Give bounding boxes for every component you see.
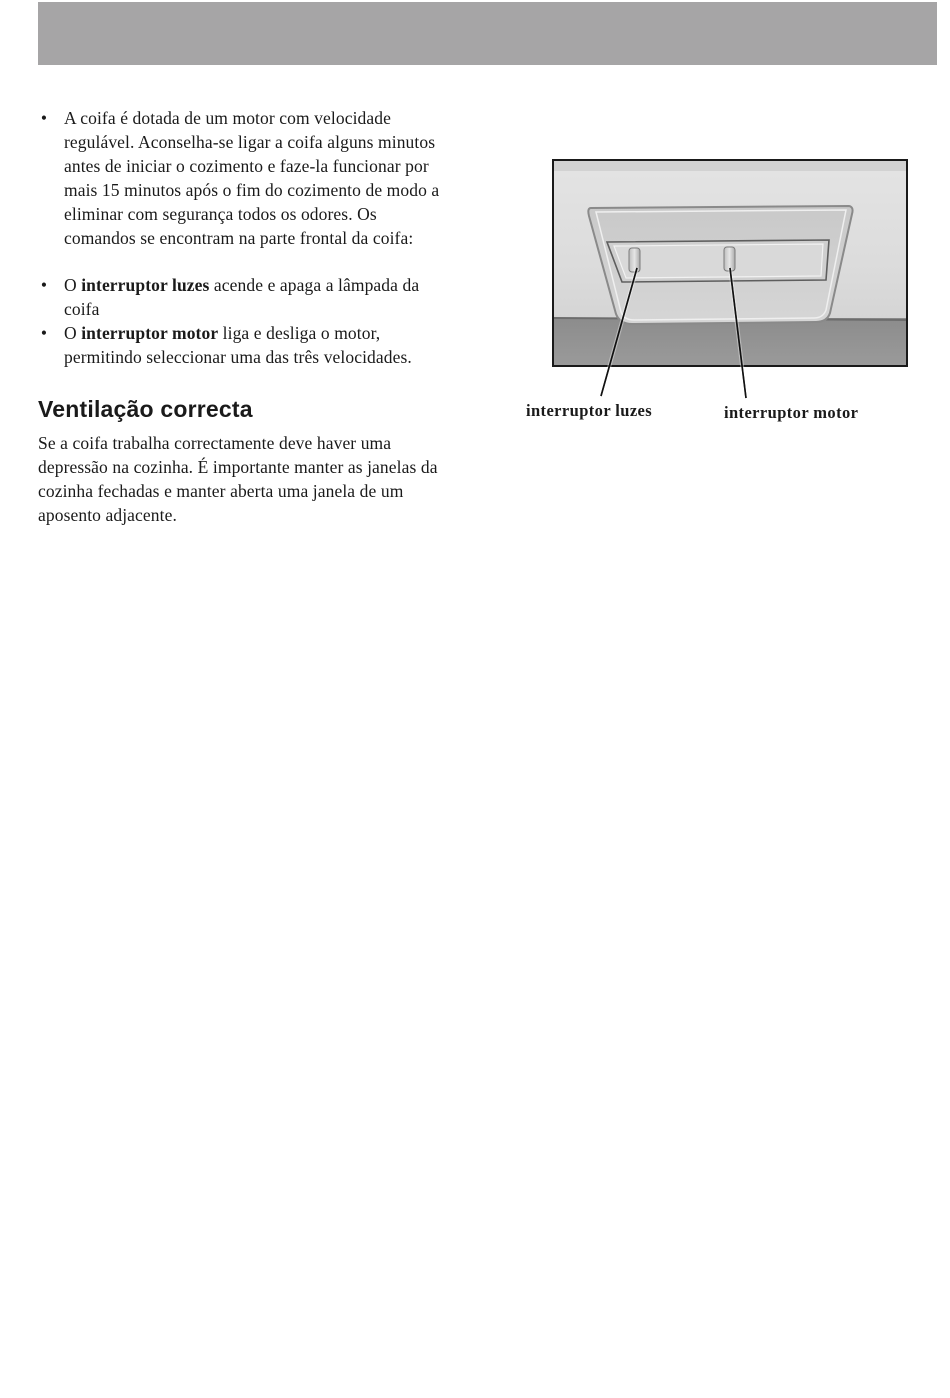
bullet-symbol: • <box>40 108 48 128</box>
left-column <box>38 106 448 527</box>
switches-list <box>38 273 448 369</box>
switch-motor-prefix: O <box>64 323 82 343</box>
switch-motor-term: interruptor motor <box>81 323 219 343</box>
switch-lights-description: acende e apaga a lâmpada da coifa <box>64 275 420 319</box>
motor-switch-knob <box>724 247 735 271</box>
hood-top-edge <box>554 161 906 171</box>
section-title: Ventilação correcta <box>38 396 253 422</box>
switch-lights-prefix: O <box>64 275 82 295</box>
list-item <box>38 321 448 369</box>
label-interruptor-luzes: interruptor luzes <box>526 401 653 420</box>
list-item <box>38 273 448 321</box>
hood-controls-figure <box>524 158 914 428</box>
bullet-symbol: • <box>40 323 48 343</box>
page-header-band <box>38 2 937 65</box>
hood-lower-panel <box>554 318 906 365</box>
controls-intro-list <box>38 106 448 250</box>
bullet-symbol: • <box>40 275 48 295</box>
switch-motor-description: liga e desliga o motor, permitindo seleccionar uma das três velocidades. <box>64 323 412 367</box>
section-body: Se a coifa trabalha correctamente deve haver uma depressão na cozinha. É importante manter as janelas da cozinha fechadas e manter aberta uma janela de um aposento adjacente. <box>38 433 438 525</box>
label-interruptor-motor: interruptor motor <box>724 403 859 422</box>
switch-lights-term: interruptor luzes <box>81 275 210 295</box>
hood-controls-illustration <box>524 158 914 428</box>
controls-intro-text: A coifa é dotada de um motor com velocidade regulável. Aconselha-se ligar a coifa alguns minutos antes de iniciar o cozimento e faze-la funcionar por mais 15 minutos após o fim do cozimento de modo a eliminar com segurança todos os odores. Os comandos se encontram na parte frontal da coifa: <box>64 108 440 248</box>
list-item <box>38 106 448 250</box>
